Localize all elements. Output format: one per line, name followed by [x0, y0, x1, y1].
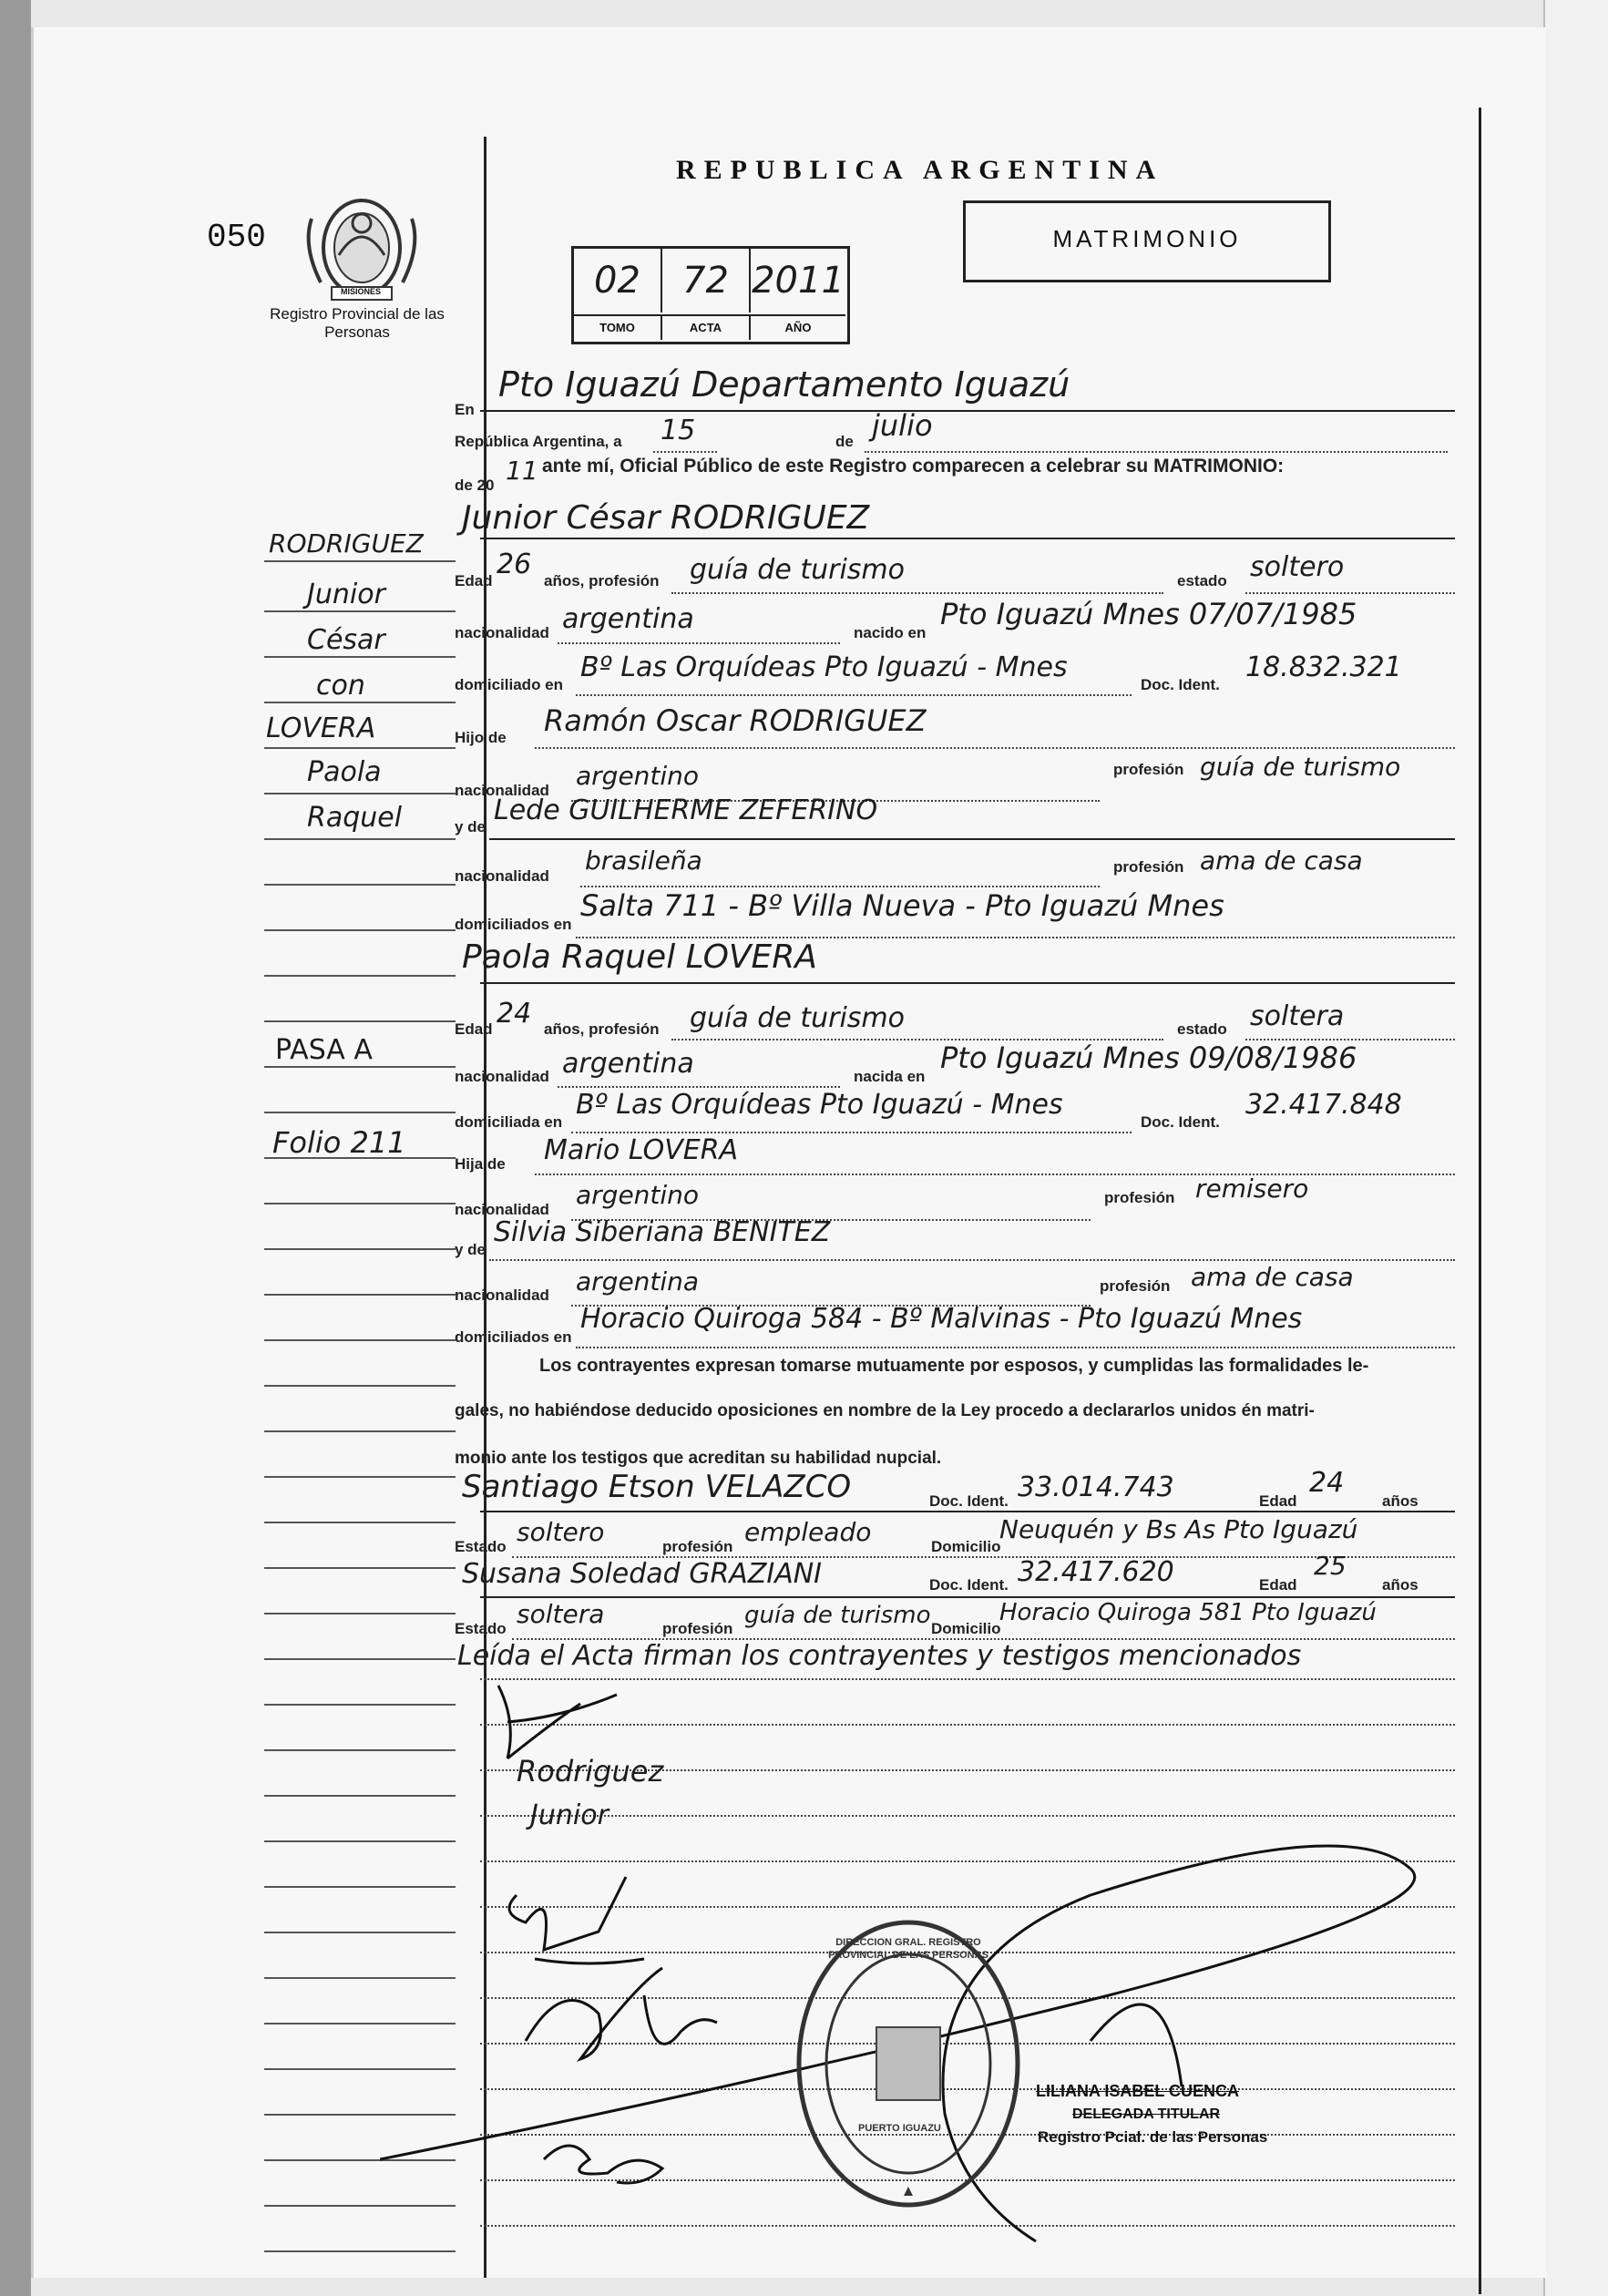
margin-rule — [264, 1476, 456, 1478]
margin-rule — [264, 747, 456, 749]
margin-rule — [264, 1795, 456, 1797]
official-name: LILIANA ISABEL CUENCA — [1036, 2082, 1240, 2100]
margin-rule — [264, 560, 456, 562]
groom-father-prof: guía de turismo — [1200, 752, 1401, 782]
tomo-value: 02 — [574, 249, 662, 313]
witness1-anos-label: años — [1382, 1492, 1419, 1510]
declaration-line1: Los contrayentes expresan tomarse mutuamente por esposos, y cumplidas las formalidades le- — [539, 1356, 1369, 1376]
doc-type: MATRIMONIO — [1052, 225, 1242, 252]
bride-doms-label: domiciliados en — [455, 1328, 572, 1346]
next-page-edge — [1543, 0, 1608, 2296]
right-margin-rule — [1479, 108, 1481, 2294]
rule — [558, 1086, 840, 1088]
margin-rule — [264, 702, 456, 703]
margin-note-given2: César — [307, 624, 385, 656]
bride-doc: 32.417.848 — [1245, 1089, 1402, 1121]
bride-mother-prof-label: profesión — [1100, 1277, 1171, 1295]
bride-dom-label: domiciliada en — [455, 1113, 563, 1131]
witness2-age: 25 — [1314, 1551, 1347, 1581]
margin-rule — [264, 1339, 456, 1341]
witness2-prof-label: profesión — [662, 1620, 733, 1637]
witness2-doc-label: Doc. Ident. — [929, 1576, 1009, 1594]
bride-address: Bº Las Orquídeas Pto Iguazú - Mnes — [576, 1089, 1063, 1121]
rule — [489, 1259, 1455, 1261]
witness1-doc: 33.014.743 — [1018, 1471, 1174, 1503]
groom-signature-name: Rodriguez — [517, 1754, 664, 1789]
tomo-caption: TOMO — [574, 314, 662, 340]
official-office: Registro Pcial. de las Personas — [1038, 2128, 1268, 2146]
groom-doc: 18.832.321 — [1245, 651, 1402, 683]
bride-age: 24 — [497, 998, 532, 1030]
bride-parents-address: Horacio Quiroga 584 - Bº Malvinas - Pto Iguazú Mnes — [580, 1303, 1303, 1335]
margin-note-folio: Folio 211 — [272, 1125, 406, 1160]
margin-note-bride-given2: Raquel — [307, 802, 403, 834]
margin-rule — [264, 2250, 456, 2252]
margin-rule — [264, 1112, 456, 1113]
witness2-estado: soltera — [517, 1599, 605, 1629]
registry-name: Registro Provincial de las Personas — [270, 305, 445, 341]
margin-rule — [264, 1020, 456, 1022]
witness1-edad-label: Edad — [1259, 1492, 1297, 1510]
bride-estado: soltera — [1250, 1000, 1345, 1032]
declaration-line3: monio ante los testigos que acreditan su habilidad nupcial. — [455, 1449, 942, 1468]
bride-edad-label: Edad — [455, 1020, 493, 1038]
margin-rule — [264, 1203, 456, 1204]
margin-rule — [264, 793, 456, 794]
bride-mother-prof: ama de casa — [1191, 1262, 1354, 1292]
margin-rule — [264, 1522, 456, 1523]
margin-rule — [264, 929, 456, 931]
bride-mother: Silvia Siberiana BENITEZ — [494, 1216, 831, 1248]
groom-name: Junior César RODRIGUEZ — [462, 499, 870, 537]
rule — [489, 838, 1455, 840]
rule — [1245, 592, 1455, 594]
bride-profession: guía de turismo — [690, 1002, 906, 1034]
groom-father-nac-label: nacionalidad — [455, 782, 549, 799]
rule — [480, 1511, 1455, 1512]
rule — [535, 747, 1455, 749]
groom-birth: Pto Iguazú Mnes 07/07/1985 — [940, 597, 1357, 631]
republica-label: República Argentina, a — [455, 433, 622, 450]
en-label: En — [455, 401, 475, 418]
groom-doc-label: Doc. Ident. — [1141, 676, 1220, 693]
bride-yde-label: y de — [455, 1241, 486, 1258]
acta-box — [571, 246, 850, 344]
bride-hija-label: Hija de — [455, 1155, 506, 1173]
margin-rule — [264, 656, 456, 658]
groom-hijo-label: Hijo de — [455, 729, 507, 746]
margin-rule — [264, 884, 456, 886]
rule — [480, 410, 1455, 412]
witness2-doc: 32.417.620 — [1018, 1556, 1174, 1588]
groom-nacido-label: nacido en — [854, 624, 927, 641]
groom-mother: Lede GUILHERME ZEFERINO — [494, 794, 878, 826]
witness2-profession: guía de turismo — [744, 1602, 931, 1629]
seal-inner-text: PUERTO IGUAZU — [858, 2123, 941, 2134]
bride-mother-nac-label: nacionalidad — [455, 1286, 549, 1304]
groom-father-nat: argentino — [576, 761, 700, 791]
rule — [580, 886, 1100, 887]
registry-emblem — [293, 182, 430, 310]
anio-value: 2011 — [752, 260, 845, 302]
margin-rule — [264, 1658, 456, 1660]
bride-name: Paola Raquel LOVERA — [462, 938, 817, 976]
document-page — [31, 27, 1546, 2278]
groom-nac-label: nacionalidad — [455, 624, 549, 641]
witness2-dom-label: Domicilio — [931, 1620, 1001, 1637]
witness1-prof-label: profesión — [662, 1538, 733, 1555]
groom-dom-label: domiciliado en — [455, 676, 564, 693]
groom-profession: guía de turismo — [690, 554, 906, 586]
acta-caption: ACTA — [662, 314, 751, 340]
margin-rule — [264, 1749, 456, 1751]
rule — [558, 642, 840, 644]
margin-rule — [264, 838, 456, 840]
bride-birth: Pto Iguazú Mnes 09/08/1986 — [940, 1040, 1357, 1075]
groom-mother-prof-label: profesión — [1113, 858, 1184, 876]
declaration-line2: gales, no habiéndose deducido oposiciones en nombre de la Ley procedo a declararlos unidos én matri- — [455, 1401, 1315, 1420]
groom-signature-given: Junior — [530, 1799, 609, 1831]
margin-note-bride-surname: LOVERA — [266, 712, 376, 744]
official-title: DELEGADA TITULAR — [1072, 2106, 1221, 2122]
rule — [571, 1132, 1132, 1133]
month-value: julio — [872, 408, 933, 443]
day-value: 15 — [661, 415, 696, 446]
witness1-age: 24 — [1309, 1467, 1345, 1499]
rule — [480, 538, 1455, 539]
anio-caption: AÑO — [751, 314, 845, 340]
groom-mother-prof: ama de casa — [1200, 846, 1363, 876]
witness2-address: Horacio Quiroga 581 Pto Iguazú — [999, 1599, 1377, 1626]
groom-parents-address: Salta 711 - Bº Villa Nueva - Pto Iguazú Mnes — [580, 888, 1224, 923]
bride-nationality: argentina — [562, 1048, 694, 1080]
margin-rule — [264, 1248, 456, 1250]
groom-anos-label: años, profesión — [544, 572, 660, 589]
margin-rule — [264, 1430, 456, 1432]
rule — [576, 694, 1132, 696]
country-title: REPUBLICA ARGENTINA — [676, 155, 1164, 185]
bride-estado-label: estado — [1177, 1020, 1227, 1038]
bride-father-nac-label: nacionalidad — [455, 1201, 549, 1218]
bride-father-prof: remisero — [1195, 1174, 1309, 1204]
witness1-name: Santiago Etson VELAZCO — [462, 1469, 852, 1505]
closing-statement: Leída el Acta firman los contrayentes y testigos mencionados — [457, 1640, 1302, 1672]
place-value: Pto Iguazú Departamento Iguazú — [498, 364, 1070, 405]
witness1-address: Neuquén y Bs As Pto Iguazú — [999, 1514, 1358, 1544]
witness2-estado-label: Estado — [455, 1620, 507, 1637]
margin-rule — [264, 610, 456, 612]
bride-nac-label: nacionalidad — [455, 1068, 549, 1085]
margin-rule — [264, 1613, 456, 1614]
witness1-estado-label: Estado — [455, 1538, 507, 1555]
rule — [671, 592, 1163, 594]
witness1-profession: empleado — [744, 1517, 872, 1547]
groom-doms-label: domiciliados en — [455, 916, 572, 933]
rule — [480, 1596, 1455, 1598]
groom-age: 26 — [497, 548, 532, 580]
witness1-doc-label: Doc. Ident. — [929, 1492, 1009, 1510]
rule — [576, 1347, 1455, 1348]
doc-type-box — [963, 200, 1331, 282]
acta-value: 72 — [662, 249, 751, 313]
de20-label: de 20 — [455, 477, 495, 494]
book-binding — [0, 0, 31, 2296]
groom-yde-label: y de — [455, 818, 486, 835]
margin-note-pasa: PASA A — [275, 1034, 373, 1066]
groom-estado: soltero — [1250, 551, 1345, 583]
groom-edad-label: Edad — [455, 572, 493, 589]
witness2-edad-label: Edad — [1259, 1576, 1297, 1594]
witness1-estado: soltero — [517, 1517, 605, 1547]
bride-father-prof-label: profesión — [1104, 1189, 1175, 1206]
rule — [480, 982, 1455, 984]
emblem-text: MISIONES — [341, 287, 382, 296]
margin-note-surname: RODRIGUEZ — [269, 528, 424, 559]
groom-father-prof-label: profesión — [1113, 761, 1184, 778]
year-suffix: 11 — [506, 456, 538, 486]
groom-address: Bº Las Orquídeas Pto Iguazú - Mnes — [580, 651, 1068, 683]
margin-rule — [264, 975, 456, 977]
groom-mother-nat: brasileña — [585, 846, 702, 876]
groom-mother-nac-label: nacionalidad — [455, 867, 549, 885]
margin-note-given1: Junior — [307, 579, 385, 610]
groom-father: Ramón Oscar RODRIGUEZ — [544, 703, 927, 738]
margin-rule — [264, 1385, 456, 1387]
witness2-anos-label: años — [1382, 1576, 1419, 1594]
bride-father-nat: argentino — [576, 1180, 700, 1210]
page-number: 050 — [207, 219, 266, 256]
margin-rule — [264, 1704, 456, 1706]
margin-note-bride-given1: Paola — [307, 756, 382, 788]
witness2-name: Susana Soledad GRAZIANI — [462, 1558, 823, 1590]
margin-rule — [264, 1066, 456, 1068]
groom-nationality: argentina — [562, 603, 694, 635]
de-label: de — [835, 433, 854, 450]
bride-nacida-label: nacida en — [854, 1068, 926, 1085]
bride-anos-label: años, profesión — [544, 1020, 660, 1038]
bride-father: Mario LOVERA — [544, 1134, 739, 1166]
margin-note-con: con — [316, 670, 365, 702]
margin-rule — [264, 1294, 456, 1296]
seal-ring-text: DIRECCION GRAL. REGISTRO PROVINCIAL DE LAS PERSONAS — [828, 1937, 988, 1961]
rule — [865, 451, 1448, 453]
bride-mother-nat: argentina — [576, 1266, 700, 1297]
witness1-dom-label: Domicilio — [931, 1538, 1001, 1555]
margin-rule — [264, 1567, 456, 1569]
rule — [535, 1174, 1455, 1175]
rule — [653, 451, 717, 453]
statement: ante mí, Oficial Público de este Registro comparecen a celebrar su MATRIMONIO: — [542, 456, 1285, 477]
groom-estado-label: estado — [1177, 572, 1227, 589]
bride-doc-label: Doc. Ident. — [1141, 1113, 1220, 1131]
